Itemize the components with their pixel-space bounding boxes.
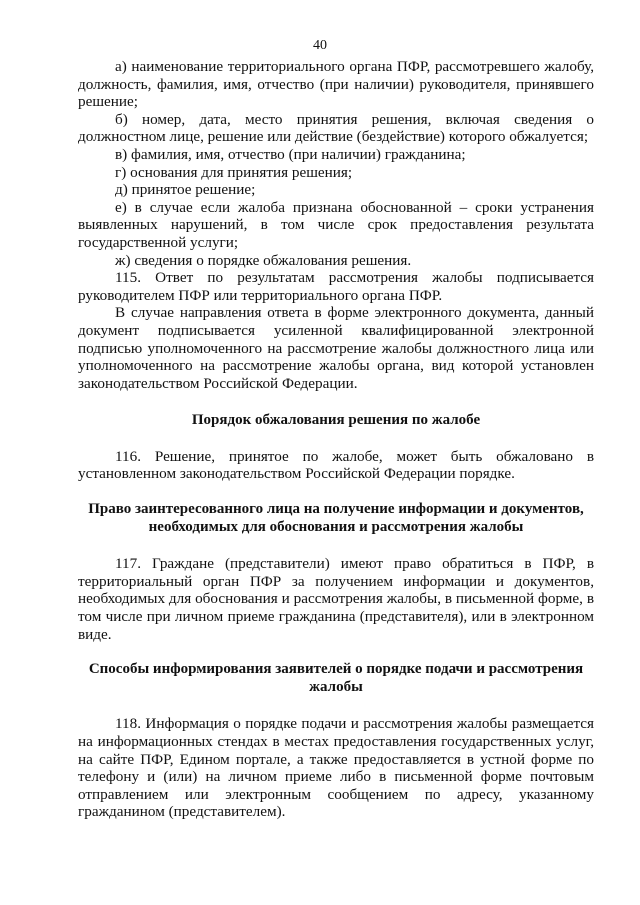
heading-line: Право заинтересованного лица на получение информации и документов, <box>88 501 584 518</box>
page-content <box>78 58 594 821</box>
section-heading-appeal-order: Порядок обжалования решения по жалобе <box>191 412 481 429</box>
item-d-paragraph: д) принятое решение; <box>115 181 256 199</box>
heading-line: жалобы <box>309 678 363 695</box>
section-heading-informing-methods <box>78 661 594 696</box>
item-g-paragraph: г) основания для принятия решения; <box>115 163 353 181</box>
clause-115-paragraph: 115. Ответ по результатам рассмотрения жалобы подписывается руководителем ПФР или территориального органа ПФР. <box>78 269 594 304</box>
heading-line: необходимых для обоснования и рассмотрения жалобы <box>148 518 524 535</box>
clause-117-paragraph: 117. Граждане (представители) имеют право обратиться в ПФР, в территориальный орган ПФР за получением информации и документов, необходимых для обоснования и рассмотрения жалобы, в письменной форме, в том числе при личном приеме гражданина (представителя), или в электронном виде. <box>78 555 594 643</box>
clause-116-paragraph: 116. Решение, принятое по жалобе, может быть обжаловано в установленном законодательством Российской Федерации порядке. <box>78 447 594 483</box>
electronic-signature-paragraph: В случае направления ответа в форме электронного документа, данный документ подписывается усиленной квалифицированной электронной подписью уполномоченного на рассмотрение жалобы должностного лица или уполномоченного на рассмотрение жалобы органа, вид которой установлен законодательством Российской Федерации. <box>78 304 594 392</box>
item-b-paragraph: б) номер, дата, место принятия решения, включая сведения о должностном лице, решение или действие (бездействие) которого обжалуется; <box>78 110 594 146</box>
item-e-paragraph: е) в случае если жалоба признана обоснованной – сроки устранения выявленных нарушений, в том числе срок предоставления результата государственной услуги; <box>78 198 594 251</box>
heading-line: Способы информирования заявителей о порядке подачи и рассмотрения <box>88 661 584 678</box>
item-zh-paragraph: ж) сведения о порядке обжалования решения. <box>115 251 412 269</box>
clause-118-paragraph: 118. Информация о порядке подачи и рассмотрения жалобы размещается на информационных стендах в местах предоставления государственных услуг, на сайте ПФР, Едином портале, а также предоставляется в устной форме по телефону и (или) на личном приеме либо в письменной форме почтовым отправлением или электронным сообщением по адресу, указанному гражданином (представителем). <box>78 715 594 821</box>
item-v-paragraph: в) фамилия, имя, отчество (при наличии) гражданина; <box>115 145 466 163</box>
page-number: 40 <box>313 38 327 53</box>
section-heading-right-to-information <box>78 501 594 536</box>
item-a-paragraph: а) наименование территориального органа ПФР, рассмотревшего жалобу, должность, фамилия, имя, отчество (при наличии) руководителя, принявшего решение; <box>78 58 594 111</box>
